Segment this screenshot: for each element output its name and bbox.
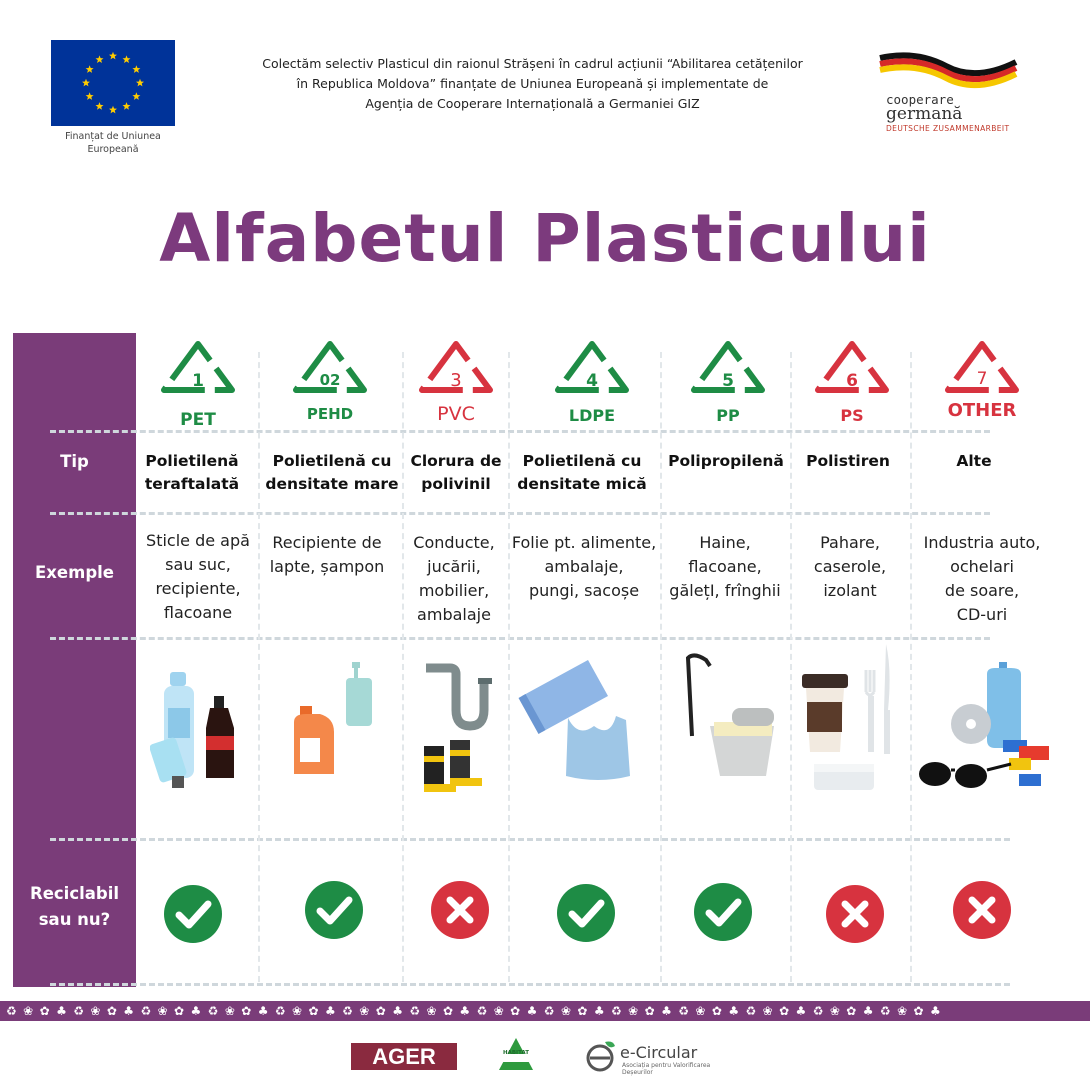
resin-number: 02 [319,371,341,389]
type-line: Polipropilenă [668,452,784,470]
eu-star-icon [132,92,140,100]
column-divider [508,352,510,982]
example-line: Conducte, [413,533,495,552]
column-divider [402,352,404,982]
resin-code-3-symbol [416,340,496,398]
example-line: caserole, [813,557,887,576]
type-line: polivinil [421,475,491,493]
example-line: Sticle de apă [146,531,250,550]
recycle-triangle-icon [158,340,238,398]
type-line: teraftalată [144,475,240,493]
ldpe-film-bag-illustration [518,656,642,782]
column-divider [790,352,792,982]
resin-code-label: OTHER [947,400,1017,421]
example-line: de soare, [944,581,1020,600]
example-line: Industria auto, [923,533,1041,552]
eu-star-icon [132,65,140,73]
resin-number: 4 [586,371,598,391]
example-line: ambalaje [417,605,491,624]
examples-cell-pehd [262,531,392,579]
examples-cell-pet [137,529,259,625]
divider-line [50,512,990,515]
type-line: Clorura de [410,452,502,470]
recycle-triangle-icon [942,340,1022,398]
resin-code-7-symbol [942,340,1022,398]
ps-cup-cutlery-illustration [800,640,896,794]
type-line: densitate mică [517,475,647,493]
header-description [225,54,840,114]
type-cell-ldpe [512,450,652,496]
eu-flag-logo [51,40,175,126]
example-line: sau suc, [165,555,231,574]
type-cell-pvc [404,450,508,496]
type-line: Alte [956,452,992,470]
type-line: densitate mare [265,475,399,493]
row-label-examples: Exemple [35,563,114,582]
header-line-1: Colectăm selectiv Plasticul din raionul Strășeni în cadrul acțiunii “Abilitarea cetățenilor [262,56,803,71]
eu-star-icon [96,55,104,63]
pehd-containers-illustration [290,660,376,780]
example-line: ambalaje, [544,557,624,576]
coop-word-1: cooperare [886,92,954,107]
habitat-logo-text: HABITAT [502,1050,529,1056]
resin-code-label: PVC [437,403,475,425]
pet-bottles-illustration [150,668,242,794]
column-divider [660,352,662,982]
examples-cell-pvc [404,531,504,627]
column-divider [910,352,912,982]
example-line: flacoane [163,603,233,622]
type-cell-other [912,450,1036,473]
resin-number: 3 [450,370,462,391]
eu-star-icon [136,79,144,87]
recycle-triangle-icon [416,340,496,398]
column-divider [258,352,260,982]
header-line-2: în Republica Moldova” finanțate de Uniunea Europeană și implementate de [296,76,769,91]
example-line: CD-uri [956,605,1008,624]
example-line: ochelari [950,557,1014,576]
examples-cell-other [912,531,1052,627]
resin-code-5-symbol [688,340,768,398]
example-line: recipiente, [155,579,241,598]
type-cell-pp [662,450,790,473]
coop-word-3: DEUTSCHE ZUSAMMENARBEIT [886,124,1010,133]
resin-code-4-symbol [552,340,632,398]
resin-code-2-symbol [290,340,370,398]
resin-code-label: PP [716,406,740,425]
type-line: Polistiren [806,452,890,470]
example-line: flacoane, [688,557,762,576]
page-title: Alfabetul Plasticului [159,200,931,277]
resin-number: 1 [192,371,204,391]
examples-cell-ps [792,531,908,603]
recyclable-check-icon [693,882,753,942]
resin-code-label: PS [840,406,864,425]
resin-number: 5 [722,371,734,391]
not-recyclable-x-icon [825,884,885,944]
eu-star-icon [82,79,90,87]
recyclable-check-icon [304,880,364,940]
recycle-triangle-icon [688,340,768,398]
eu-star-icon [123,102,131,110]
resin-code-1-symbol [158,340,238,398]
example-line: izolant [823,581,877,600]
coop-word-2: germană [886,104,963,124]
pp-hanger-cup-illustration [680,652,780,780]
resin-code-label: LDPE [568,406,616,425]
footer-eco-icons: ♻❀✿♣♻❀✿♣♻❀✿♣♻❀✿♣♻❀✿♣♻❀✿♣♻❀✿♣♻❀✿♣♻❀✿♣♻❀✿♣♻❀✿♣♻❀✿♣♻❀✿♣♻❀✿♣ [6,1004,948,1018]
pvc-pipes-boots-illustration [420,660,494,796]
recycle-triangle-icon [552,340,632,398]
examples-cell-ldpe [508,531,660,603]
type-line: Polietilenă cu [522,452,642,470]
type-cell-ps [792,450,904,473]
divider-line [50,430,990,433]
row-label-recyclable-2: sau nu? [38,910,111,929]
resin-code-label: PET [180,410,216,430]
example-line: Pahare, [820,533,880,552]
divider-line [50,983,1010,986]
type-cell-pet [137,450,247,496]
eu-stars-icon [51,40,175,126]
type-cell-pehd [262,450,402,496]
header-line-3: Agenția de Cooperare Internațională a Germaniei GIZ [365,96,700,111]
example-line: pungi, sacoșe [528,581,640,600]
examples-cell-pp [660,531,790,603]
example-line: gălețI, frînghii [669,581,781,600]
example-line: Haine, [699,533,751,552]
type-line: Polietilenă [145,452,239,470]
resin-number: 6 [846,371,858,391]
eu-star-icon [109,52,117,60]
example-line: Folie pt. alimente, [511,533,657,552]
example-line: lapte, șampon [269,557,385,576]
eu-star-icon [109,106,117,114]
resin-code-6-symbol [812,340,892,398]
eu-star-icon [123,55,131,63]
resin-number: 7 [976,369,988,389]
ager-logo: AGER [351,1043,457,1070]
recyclable-check-icon [556,883,616,943]
eu-star-icon [96,102,104,110]
e-circular-name: e-Circular [620,1043,698,1062]
not-recyclable-x-icon [430,880,490,940]
row-label-type: Tip [60,452,89,471]
other-items-illustration [915,660,1055,796]
resin-code-label: PEHD [306,405,354,423]
example-line: jucării, [427,557,481,576]
divider-line [50,838,1010,841]
row-label-recyclable-1: Reciclabil [29,884,120,903]
recycle-triangle-icon [812,340,892,398]
eu-star-icon [86,65,94,73]
eu-star-icon [86,92,94,100]
type-line: Polietilenă cu [272,452,392,470]
e-circular-logo-icon [585,1038,617,1074]
e-circular-subtitle: Asociația pentru Valorificarea Deșeurilor [622,1062,711,1076]
example-line: Recipiente de [272,533,382,552]
recyclable-check-icon [163,884,223,944]
eu-caption: Finanțat de Uniunea Europeană [65,131,161,155]
not-recyclable-x-icon [952,880,1012,940]
recycle-triangle-icon [290,340,370,398]
example-line: mobilier, [418,581,490,600]
